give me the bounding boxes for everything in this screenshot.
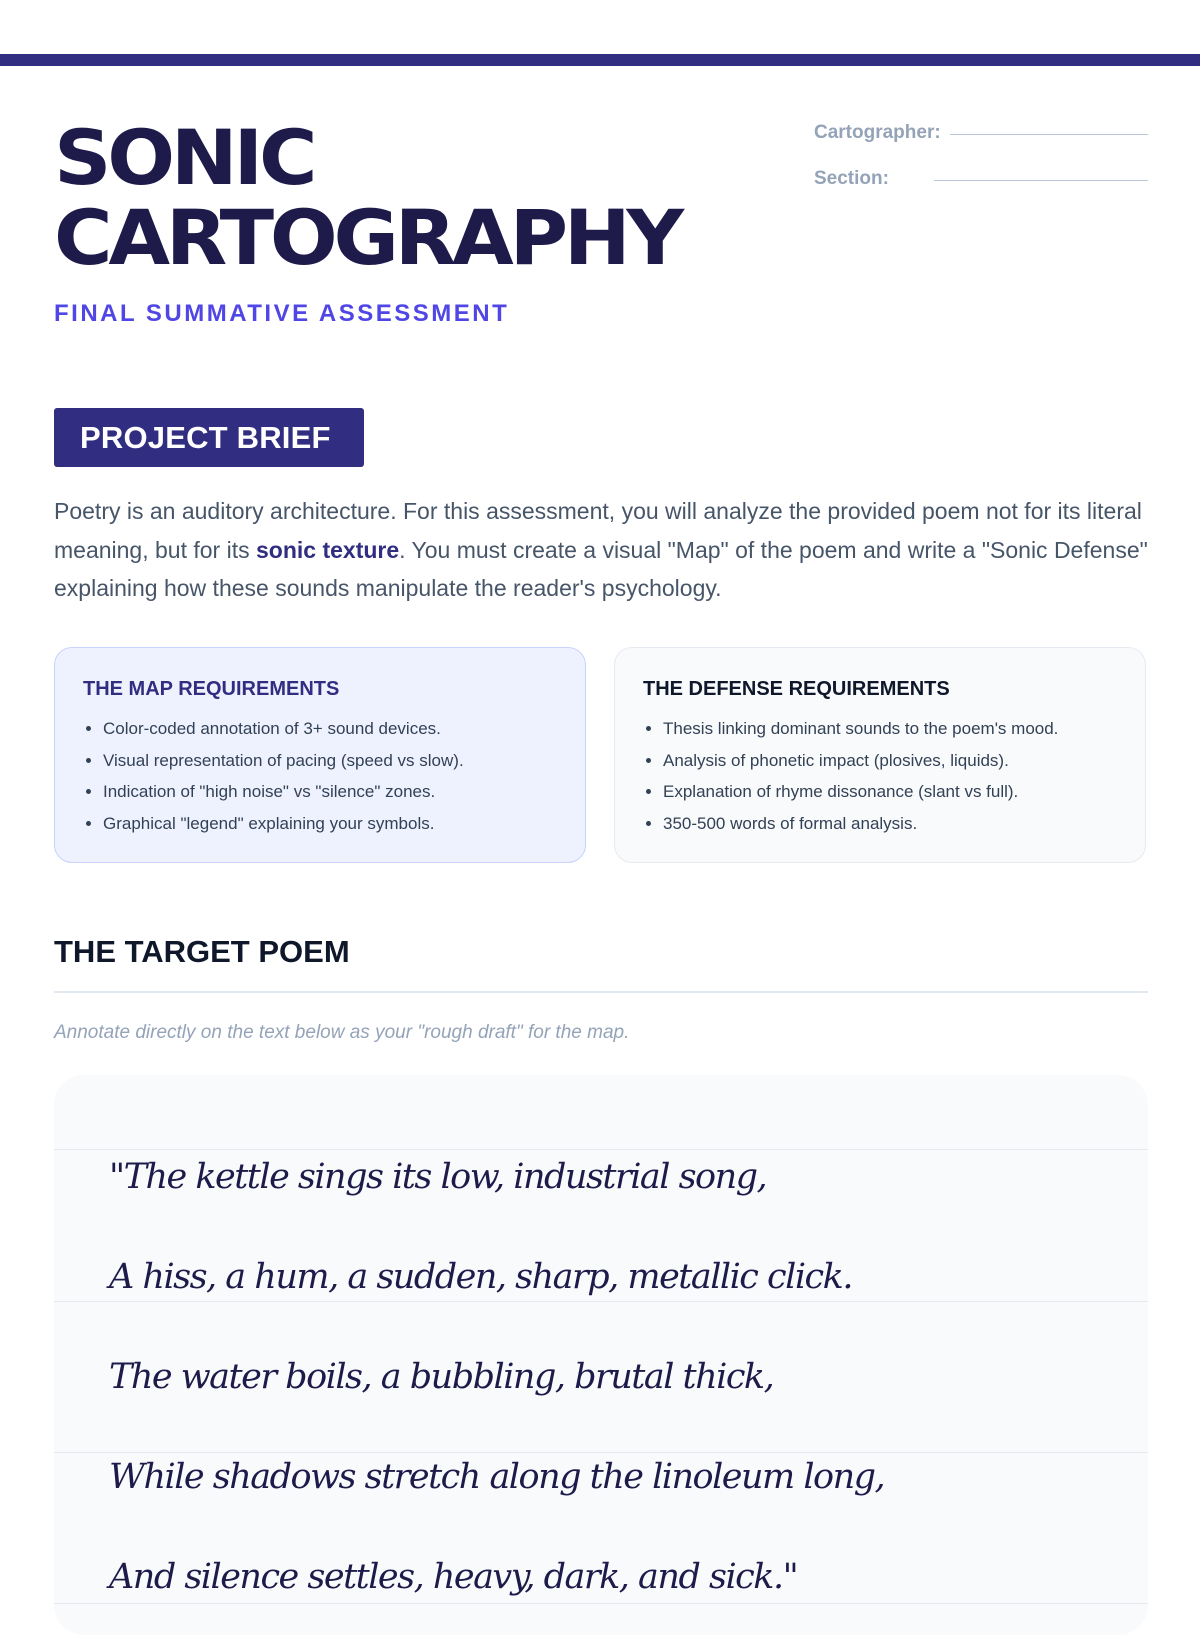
cartographer-field[interactable]: [814, 120, 1148, 166]
page-subtitle: FINAL SUMMATIVE ASSESSMENT: [54, 300, 510, 327]
map-requirements-card: [54, 647, 586, 863]
ruled-line: [54, 1149, 1148, 1150]
section-write-line[interactable]: [934, 180, 1148, 181]
map-requirements-title: THE MAP REQUIREMENTS: [83, 678, 340, 700]
ruled-line: [54, 1603, 1148, 1604]
title-block: [54, 113, 774, 328]
poem-line: A hiss, a hum, a sudden, sharp, metallic click.: [109, 1257, 852, 1297]
ruled-line: [54, 1301, 1148, 1302]
brief-text-end: . You must create a visual "Map" of the poem and write a "Sonic Defense" explaining how these sounds manipulate the reader's psychology.: [54, 536, 1148, 601]
page-title: [54, 113, 774, 282]
cartographer-label: Cartographer:: [814, 122, 941, 143]
defense-requirements-title: THE DEFENSE REQUIREMENTS: [643, 678, 950, 700]
poem-line: While shadows stretch along the linoleum long,: [109, 1457, 885, 1497]
student-info: [814, 120, 1148, 212]
list-item: • Thesis linking dominant sounds to the poem's mood.: [663, 713, 1117, 745]
brief-text-start: Poetry is an auditory architecture. For this assessment, you will analyze the provided poem not for its literal meaning, but for its: [54, 498, 1142, 563]
list-item: • Explanation of rhyme dissonance (slant vs full).: [663, 776, 1117, 808]
list-item: • Color-coded annotation of 3+ sound devices.: [103, 713, 557, 745]
defense-requirements-list: [643, 713, 1117, 839]
brief-paragraph: [54, 492, 1152, 608]
ruled-line: [54, 1452, 1148, 1453]
poem-heading: THE TARGET POEM: [54, 934, 350, 969]
list-item: • Graphical "legend" explaining your symbols.: [103, 808, 557, 840]
divider: [54, 991, 1148, 993]
poem-line: And silence settles, heavy, dark, and sick.": [109, 1557, 798, 1597]
brief-emphasis: sonic texture: [256, 536, 400, 563]
poem-instruction: Annotate directly on the text below as your "rough draft" for the map.: [54, 1022, 630, 1043]
defense-requirements-card: [614, 647, 1146, 863]
list-item: • Indication of "high noise" vs "silence" zones.: [103, 776, 557, 808]
title-line: CARTOGRAPHY: [54, 193, 681, 282]
list-item: • 350-500 words of formal analysis.: [663, 808, 1117, 840]
title-line: SONIC: [54, 113, 314, 202]
poem-line: The water boils, a bubbling, brutal thick,: [109, 1357, 774, 1397]
poem-line: "The kettle sings its low, industrial song,: [109, 1157, 767, 1197]
top-accent-bar: [0, 54, 1200, 66]
list-item: • Analysis of phonetic impact (plosives, liquids).: [663, 745, 1117, 777]
project-brief-badge: PROJECT BRIEF: [54, 408, 364, 467]
section-field[interactable]: [814, 166, 1148, 212]
poem-box: [54, 1075, 1148, 1635]
cartographer-write-line[interactable]: [950, 134, 1148, 135]
list-item: • Visual representation of pacing (speed vs slow).: [103, 745, 557, 777]
section-label: Section:: [814, 168, 889, 189]
map-requirements-list: [83, 713, 557, 839]
